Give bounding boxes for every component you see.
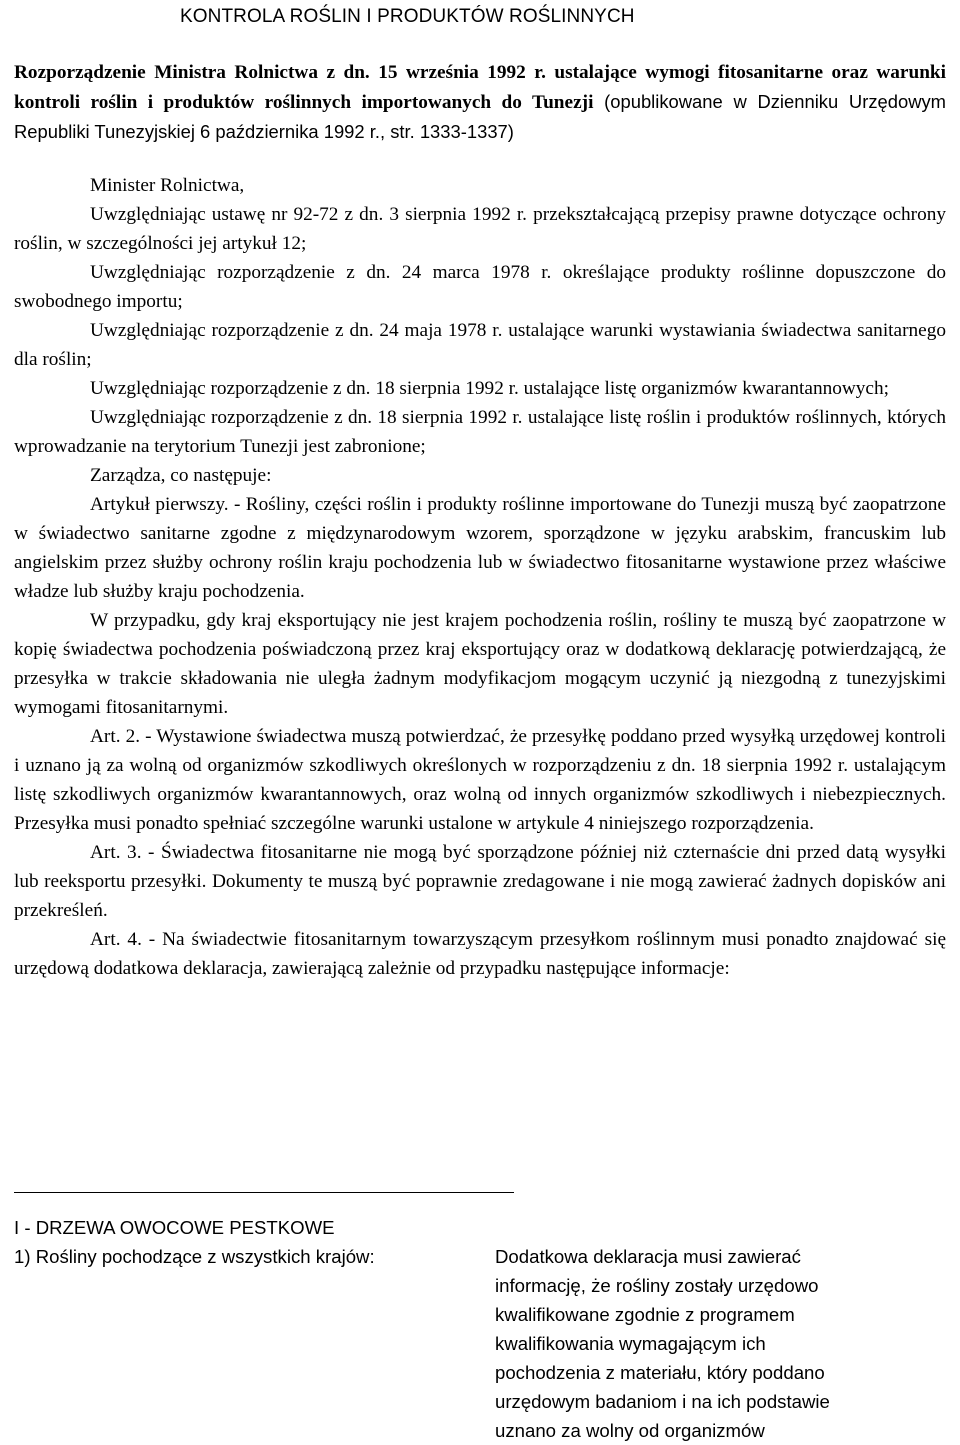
annex-section bbox=[14, 1213, 946, 1445]
recital-3: Uwzględniając rozporządzenie z dn. 24 maja 1978 r. ustalające warunki wystawiania świadectwa sanitarnego dla roślin; bbox=[14, 320, 946, 370]
article-3: Art. 3. - Świadectwa fitosanitarne nie mogą być sporządzone później niż czternaście dni przed datą wysyłki lub reeksportu przesyłki. Dokumenty te muszą być poprawnie zredagowane i nie mogą zawierać żadnych dopisków ani przekreśleń. bbox=[14, 842, 946, 921]
document-page bbox=[0, 6, 960, 1444]
requirement-line: Dodatkowa deklaracja musi zawierać bbox=[495, 1246, 801, 1267]
requirement-line: uznano za wolny od organizmów bbox=[495, 1420, 765, 1441]
document-body bbox=[14, 171, 946, 983]
decree-line: Zarządza, co następuje: bbox=[90, 465, 272, 486]
document-title: KONTROLA ROŚLIN I PRODUKTÓW ROŚLINNYCH bbox=[180, 6, 635, 27]
article-1-paragraph-2: W przypadku, gdy kraj eksportujący nie jest krajem pochodzenia roślin, rośliny te muszą być zaopatrzone w kopię świadectwa pochodzenia poświadczoną przez kraj eksportujący oraz w dodatkową deklarację potwierdzającą, że przesyłka w trakcie składowania nie uległa żadnym modyfikacjom mogącym uczynić ją niezgodną z tunezyjskimi wymogami fitosanitarnymi. bbox=[14, 610, 946, 718]
requirement-line: kwalifikowania wymagającym ich bbox=[495, 1333, 766, 1354]
requirement-line: kwalifikowane zgodnie z programem bbox=[495, 1304, 795, 1325]
article-2: Art. 2. - Wystawione świadectwa muszą potwierdzać, że przesyłkę poddano przed wysyłką urzędowej kontroli i uznano ją za wolną od organizmów szkodliwych określonych w rozporządzeniu z dn. 18 sierpnia 1992 r. ustalającym listę szkodliwych organizmów kwarantannowych, oraz wolną od innych organizmów szkodliwych i niebezpiecznych. Przesyłka musi ponadto spełniać szczególne warunki ustalone w artykule 4 niniejszego rozporządzenia. bbox=[14, 726, 946, 834]
publication-note: (opublikowane w Dzienniku Urzędowym Republiki Tunezyjskiej 6 października 1992 r., str. 1333-1337) bbox=[14, 91, 946, 142]
article-1: Artykuł pierwszy. - Rośliny, części roślin i produkty roślinne importowane do Tunezji muszą być zaopatrzone w świadectwo sanitarne zgodne z międzynarodowym wzorem, sporządzone w języku arabskim, francuskim lub angielskim przez służby ochrony roślin kraju pochodzenia lub w świadectwo fitosanitarne wystawione przez właściwe władze lub służby kraju pochodzenia. bbox=[14, 494, 946, 602]
recital-5: Uwzględniając rozporządzenie z dn. 18 sierpnia 1992 r. ustalające listę roślin i produktów roślinnych, których wprowadzanie na terytorium Tunezji jest zabronione; bbox=[14, 407, 946, 457]
recital-4: Uwzględniając rozporządzenie z dn. 18 sierpnia 1992 r. ustalające listę organizmów kwarantannowych; bbox=[90, 378, 889, 399]
requirement-line: informację, że rośliny zostały urzędowo bbox=[495, 1275, 819, 1296]
minister-line: Minister Rolnictwa, bbox=[90, 175, 245, 196]
regulation-name: Rozporządzenie Ministra Rolnictwa z dn. 15 września 1992 r. ustalające wymogi fitosanitarne oraz warunki kontroli roślin i produktów roślinnych importowanych do Tunezji bbox=[14, 62, 946, 113]
annex-item-requirement bbox=[495, 1242, 946, 1445]
requirement-line: urzędowym badaniom i na ich podstawie bbox=[495, 1391, 830, 1412]
recital-1: Uwzględniając ustawę nr 92-72 z dn. 3 sierpnia 1992 r. przekształcającą przepisy prawne dotyczące ochrony roślin, w szczególności jej artykuł 12; bbox=[14, 204, 946, 254]
requirement-line: pochodzenia z materiału, który poddano bbox=[495, 1362, 825, 1383]
annex-item-label: 1) Rośliny pochodzące z wszystkich krajów: bbox=[14, 1246, 375, 1267]
section-divider bbox=[14, 1192, 514, 1193]
article-4: Art. 4. - Na świadectwie fitosanitarnym towarzyszącym przesyłkom roślinnym musi ponadto znajdować się urzędową dodatkowa deklaracja, zawierającą zależnie od przypadku następujące informacje: bbox=[14, 929, 946, 979]
annex-item bbox=[14, 1242, 946, 1445]
annex-section-title: I - DRZEWA OWOCOWE PESTKOWE bbox=[14, 1217, 335, 1238]
regulation-heading bbox=[14, 58, 946, 147]
recital-2: Uwzględniając rozporządzenie z dn. 24 marca 1978 r. określające produkty roślinne dopuszczone do swobodnego importu; bbox=[14, 262, 946, 312]
